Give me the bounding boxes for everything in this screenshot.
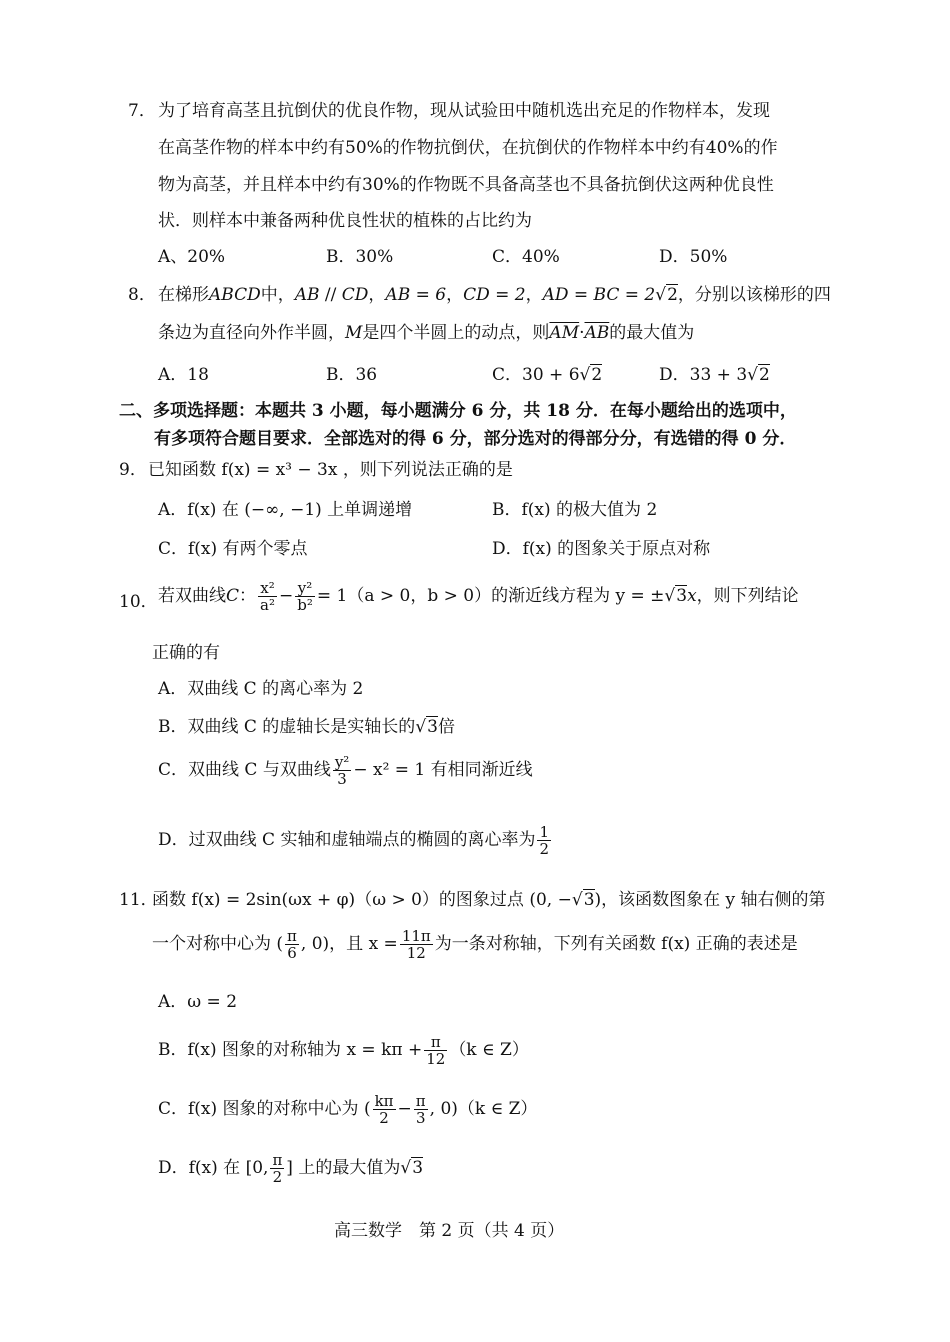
option-b: B．30%	[326, 247, 394, 267]
fraction: $\frac{\text{x²}}{\text{a²}}$	[260, 578, 275, 614]
question-text-line: 物为高茎，并且样本中约有30%的作物既不具备高茎也不具备抗倒伏这两种优良性	[158, 175, 774, 195]
sqrt-symbol: √	[400, 1158, 412, 1178]
question-number: 11．	[119, 890, 158, 910]
option-c: C．f(x) 图象的对称中心为 ( $\frac{k\pi}{2}$ − $\frac{\pi}{3}$ , 0)（k ∈ Z）	[158, 1091, 538, 1127]
option-a: A、20%	[158, 247, 226, 267]
option-d: D．50%	[659, 247, 728, 267]
section-heading-line: 二、多项选择题：本题共 3 小题，每小题满分 6 分，共 18 分．在每小题给出的选项中，	[119, 401, 797, 421]
sqrt-symbol: √	[415, 717, 427, 737]
question-text-line: 在梯形ABCD中，AB // CD，AB = 6，CD = 2，AD = BC = 2√2，分别以该梯形的四	[158, 285, 831, 305]
question-number: 10．	[119, 592, 158, 612]
option-a: A．f(x) 在 (−∞, −1) 上单调递增	[158, 500, 413, 520]
question-text-line: 在高茎作物的样本中约有50%的作物抗倒伏，在抗倒伏的作物样本中约有40%的作	[158, 138, 778, 158]
sqrt-symbol: √	[571, 890, 583, 910]
sqrt-symbol: √	[579, 365, 591, 385]
fraction: $\frac{11\pi}{12}$	[401, 926, 431, 962]
page-footer: 高三数学 第 2 页（共 4 页）	[334, 1221, 565, 1241]
option-c: C．40%	[492, 247, 560, 267]
question-text-line: 已知函数 f(x) = x³ − 3x ，则下列说法正确的是	[148, 460, 513, 480]
question-text-line: 一个对称中心为 ( $\frac{\pi}{6}$ , 0)，且 x = $\frac{11\pi}{12}$ 为一条对称轴，下列有关函数 f(x) 正确的表述是	[152, 926, 798, 962]
question-text-line: 状．则样本中兼备两种优良性状的植株的占比约为	[158, 211, 532, 231]
option-d: D．f(x) 在 [0, $\frac{\pi}{2}$ ] 上的最大值为√3	[158, 1150, 424, 1186]
option-a: A．18	[158, 365, 209, 385]
option-c: C．30 + 6√2	[492, 365, 603, 385]
question-number: 7．	[128, 101, 156, 121]
option-d: D．33 + 3√2	[659, 365, 770, 385]
fraction: $\frac{\pi}{6}$	[287, 926, 297, 962]
question-text-line: 为了培育高茎且抗倒伏的优良作物，现从试验田中随机选出充足的作物样本，发现	[158, 101, 770, 121]
option-b: B．双曲线 C 的虚轴长是实轴长的√3倍	[158, 717, 455, 737]
question-text-line: 条边为直径向外作半圆，M是四个半圆上的动点，则$\overline{AM}\cdot\overline{AB}$的最大值为	[158, 323, 695, 343]
question-text-line: 若双曲线C： $\frac{\text{x²}}{\text{a²}}$ − $\frac{\text{y²}}{\text{b²}}$ = 1（a > 0，b > 0）的渐近线方程为 y = ±√3x，则下列结论	[158, 578, 799, 614]
fraction: $\frac{\pi}{2}$	[272, 1150, 283, 1186]
sqrt-symbol: √	[747, 365, 758, 385]
fraction: $\frac{1}{2}$	[539, 822, 549, 858]
sqrt-symbol: √	[655, 285, 667, 305]
option-d: D．f(x) 的图象关于原点对称	[492, 539, 711, 559]
option-a: A．ω = 2	[158, 992, 238, 1012]
sqrt-symbol: √	[664, 586, 676, 606]
vector-ab: $\overline{AB}$	[584, 323, 610, 343]
vector-am: $\overline{AM}$	[549, 323, 580, 343]
option-b: B．f(x) 的极大值为 2	[492, 500, 658, 520]
option-b: B．36	[326, 365, 378, 385]
fraction: $\frac{\text{y²}}{3}$	[334, 752, 350, 788]
option-b: B．f(x) 图象的对称轴为 x = kπ + $\frac{\pi}{12}$ （k ∈ Z）	[158, 1032, 529, 1068]
question-number: 8．	[128, 285, 156, 305]
question-text-line: 正确的有	[152, 643, 220, 663]
fraction: $\frac{k\pi}{2}$	[374, 1091, 394, 1127]
question-number: 9．	[119, 460, 147, 480]
option-a: A．双曲线 C 的离心率为 2	[158, 679, 364, 699]
option-c: C．f(x) 有两个零点	[158, 539, 308, 559]
fraction: $\frac{\text{y²}}{\text{b²}}$	[297, 578, 313, 614]
fraction: $\frac{\pi}{12}$	[426, 1032, 446, 1068]
fraction: $\frac{\pi}{3}$	[415, 1091, 426, 1127]
option-c: C．双曲线 C 与双曲线 $\frac{\text{y²}}{3}$ − x² = 1 有相同渐近线	[158, 752, 533, 788]
section-heading-line: 有多项符合题目要求．全部选对的得 6 分，部分选对的得部分分，有选错的得 0 分．	[154, 429, 797, 449]
question-text-line: 函数 f(x) = 2sin(ωx + φ)（ω > 0）的图象过点 (0, −√3)，该函数图象在 y 轴右侧的第	[152, 890, 826, 910]
option-d: D．过双曲线 C 实轴和虚轴端点的椭圆的离心率为 $\frac{1}{2}$	[158, 822, 549, 858]
